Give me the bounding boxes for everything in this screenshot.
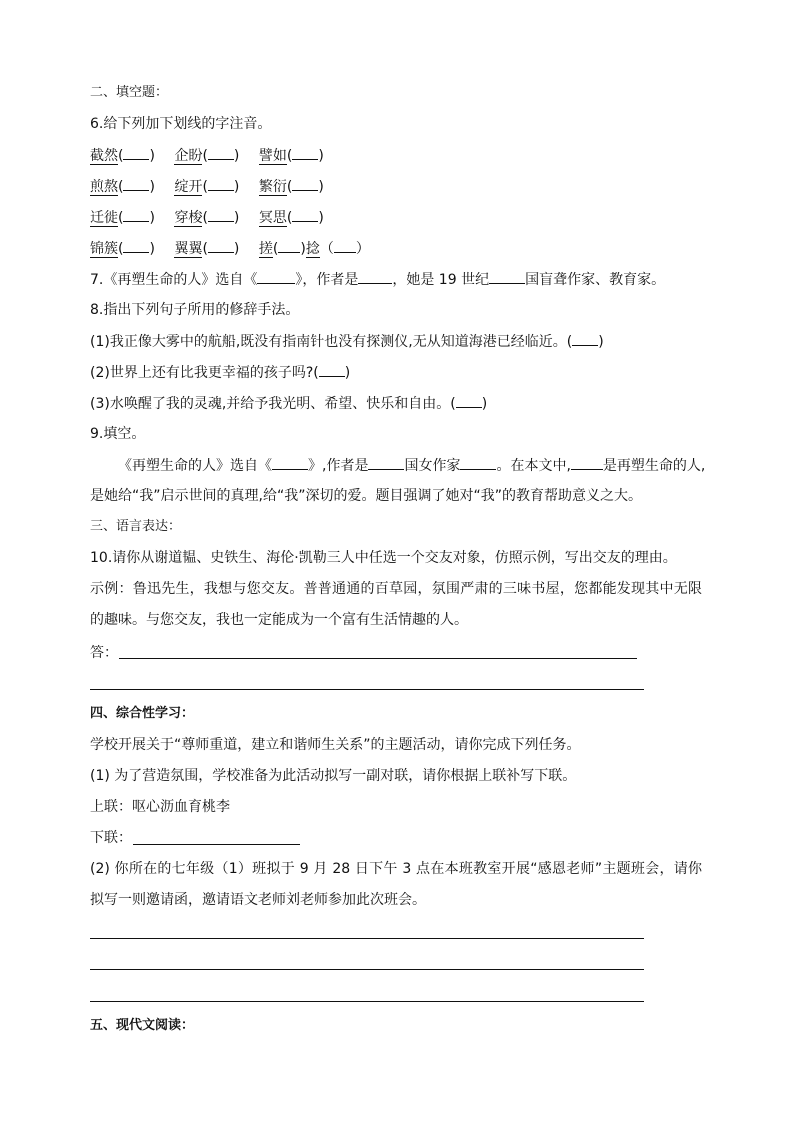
q10-answer-label: 答： (90, 645, 118, 661)
section-4-q1: (1) 为了营造氛围，学校准备为此活动拟写一副对联，请你根据上联补写下联。 (90, 768, 577, 784)
q9-prompt: 9.填空。 (90, 426, 146, 442)
q8-sentence-2: (2)世界上还有比我更幸福的孩子吗?( ) (90, 362, 350, 383)
q6-item: 绽开( ) (174, 176, 254, 197)
answer-blank[interactable] (358, 269, 392, 284)
answer-blank[interactable] (292, 207, 318, 222)
q6-row-1 (90, 145, 324, 166)
answer-blank[interactable] (123, 176, 149, 191)
answer-line[interactable] (90, 969, 644, 970)
section-4-intro: 学校开展关于“尊师重道，建立和谐师生关系”的主题活动，请你完成下列任务。 (90, 737, 581, 753)
answer-blank[interactable] (208, 176, 234, 191)
answer-blank[interactable] (489, 269, 525, 284)
section-3-heading: 三、语言表达： (90, 519, 182, 534)
couplet-upper: 上联：呕心沥血育桃李 (90, 799, 230, 815)
answer-blank[interactable] (208, 238, 234, 253)
answer-blank[interactable] (208, 145, 234, 160)
answer-line[interactable] (90, 938, 644, 939)
q10-prompt: 10.请你从谢道韫、史铁生、海伦·凯勒三人中任选一个交友对象，仿照示例，写出交友的理由。 (90, 550, 677, 566)
q6-item: 锦簇( ) (90, 238, 170, 259)
q6-item: 截然( ) (90, 145, 170, 166)
answer-blank[interactable] (572, 331, 598, 346)
answer-blank[interactable] (272, 455, 308, 470)
answer-blank[interactable] (278, 238, 300, 253)
q6-item: 迁徙( ) (90, 207, 170, 228)
q8-sentence-3: (3)水唤醒了我的灵魂,并给予我光明、希望、快乐和自由。( ) (90, 393, 487, 414)
answer-blank[interactable] (123, 207, 149, 222)
q8-prompt: 8.指出下列句子所用的修辞手法。 (90, 302, 300, 318)
answer-blank[interactable] (368, 455, 404, 470)
section-5-heading: 五、现代文阅读： (90, 1018, 195, 1033)
answer-blank[interactable] (456, 393, 482, 408)
answer-blank[interactable] (208, 207, 234, 222)
q6-item: 繁衍( ) (259, 176, 324, 197)
answer-blank[interactable] (319, 362, 345, 377)
q6-prompt: 6.给下列加下划线的字注音。 (90, 116, 272, 132)
answer-blank[interactable] (334, 238, 356, 253)
q7-line: 7.《再塑生命的人》选自《 》，作者是 ，她是 19 世纪 国盲聋作家、教育家。 (90, 269, 665, 290)
couplet-lower-line[interactable] (133, 844, 300, 845)
answer-blank[interactable] (571, 455, 603, 470)
q10-example: 示例：鲁迅先生，我想与您交友。普普通通的百草园，氛围严肃的三味书屋，您都能发现其中无限的趣味。与您交友，我也一定能成为一个富有生活情趣的人。 (90, 581, 702, 628)
answer-line[interactable] (90, 689, 644, 690)
answer-blank[interactable] (460, 455, 496, 470)
answer-blank[interactable] (292, 145, 318, 160)
q6-item: 企盼( ) (174, 145, 254, 166)
answer-blank[interactable] (123, 145, 149, 160)
answer-blank[interactable] (292, 176, 318, 191)
answer-line[interactable] (90, 1001, 644, 1002)
couplet-lower-label: 下联： (90, 830, 132, 846)
q6-item: 譬如( ) (259, 145, 324, 166)
section-4-q2: (2) 你所在的七年级（1）班拟于 9 月 28 日下午 3 点在本班教室开展“感恩老师”主题班会，请你拟写一则邀请函，邀请语文老师刘老师参加此次班会。 (90, 861, 702, 908)
answer-line[interactable] (119, 658, 637, 659)
q9-line-2: 是她给“我”启示世间的真理,给“我”深切的爱。题目强调了她对“我”的教育帮助意义之大。 (90, 488, 642, 504)
q6-item: 煎熬( ) (90, 176, 170, 197)
q6-item: 搓( )捻（ ） (259, 238, 370, 259)
q6-item: 翼翼( ) (174, 238, 254, 259)
q9-line-1: 《再塑生命的人》选自《 》,作者是 国女作家 。在本文中, 是再塑生命的人, (118, 455, 705, 476)
answer-blank[interactable] (123, 238, 149, 253)
answer-blank[interactable] (257, 269, 295, 284)
q6-item: 穿梭( ) (174, 207, 254, 228)
section-2-heading: 二、填空题： (90, 85, 169, 100)
q6-row-4 (90, 238, 370, 259)
q6-item: 冥思( ) (259, 207, 324, 228)
q6-row-2 (90, 176, 324, 197)
q8-sentence-1: (1)我正像大雾中的航船,既没有指南针也没有探测仪,无从知道海港已经临近。( ) (90, 331, 604, 352)
section-4-heading: 四、综合性学习： (90, 706, 195, 721)
q6-row-3 (90, 207, 324, 228)
